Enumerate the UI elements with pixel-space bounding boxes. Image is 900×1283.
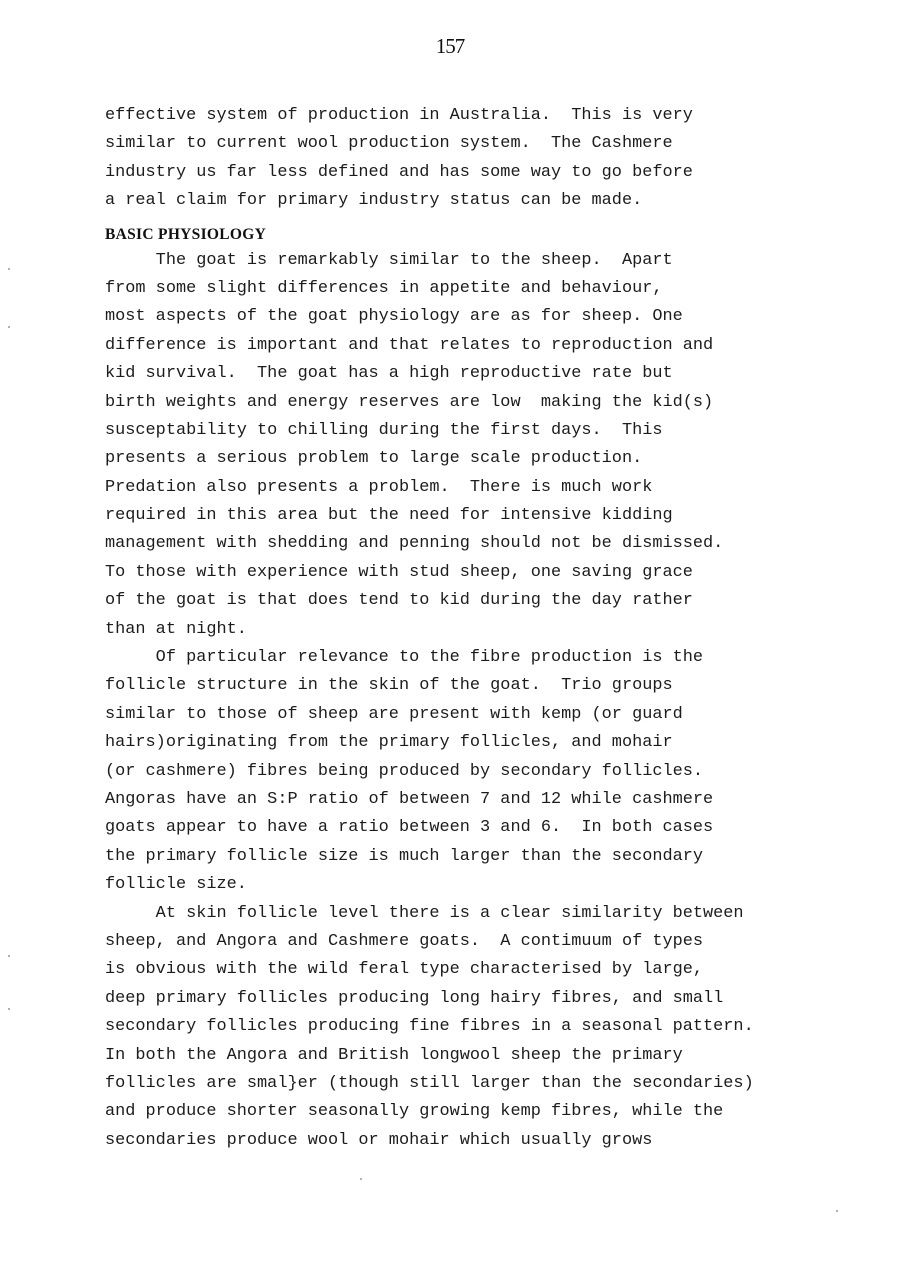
scan-speck xyxy=(836,1210,838,1212)
text-line: hairs)originating from the primary follicles, and mohair xyxy=(105,733,673,753)
text-line: the primary follicle size is much larger than the secondary xyxy=(105,846,704,866)
text-line: required in this area but the need for intensive kidding xyxy=(105,506,673,526)
text-line: (or cashmere) fibres being produced by secondary follicles. xyxy=(105,761,704,781)
text-line: goats appear to have a ratio between 3 and 6. In both cases xyxy=(105,818,714,838)
text-line: presents a serious problem to large scale production. xyxy=(105,449,643,469)
text-line: At skin follicle level there is a clear similarity between xyxy=(105,903,744,923)
paragraph-follicle-structure xyxy=(105,644,865,900)
text-line: sheep, and Angora and Cashmere goats. A contimuum of types xyxy=(105,931,704,951)
scan-speck xyxy=(8,1008,10,1010)
text-line: kid survival. The goat has a high reproductive rate but xyxy=(105,364,673,384)
page-number: 157 xyxy=(435,34,465,58)
text-line: Predation also presents a problem. There is much work xyxy=(105,477,653,497)
scan-speck xyxy=(8,326,10,328)
text-line: follicle size. xyxy=(105,875,247,895)
body-text xyxy=(105,102,865,1155)
text-line: Angoras have an S:P ratio of between 7 and 12 while cashmere xyxy=(105,789,714,809)
text-line: from some slight differences in appetite and behaviour, xyxy=(105,278,663,298)
text-line: than at night. xyxy=(105,619,247,639)
text-line: is obvious with the wild feral type characterised by large, xyxy=(105,960,704,980)
text-line: follicles are smal}er (though still larger than the secondaries) xyxy=(105,1073,754,1093)
scan-speck xyxy=(8,955,10,957)
text-line: industry us far less defined and has some way to go before xyxy=(105,162,693,182)
section-heading: BASIC PHYSIOLOGY xyxy=(105,225,267,243)
paragraph-intro xyxy=(105,102,865,216)
text-line: most aspects of the goat physiology are as for sheep. One xyxy=(105,307,683,327)
text-line: Of particular relevance to the fibre production is the xyxy=(105,648,704,668)
paragraph-goat-physiology xyxy=(105,247,865,644)
text-line: similar to current wool production system. The Cashmere xyxy=(105,134,673,154)
text-line: secondaries produce wool or mohair which usually grows xyxy=(105,1130,653,1150)
text-line: and produce shorter seasonally growing kemp fibres, while the xyxy=(105,1102,724,1122)
text-line: effective system of production in Australia. This is very xyxy=(105,106,693,125)
text-line: follicle structure in the skin of the goat. Trio groups xyxy=(105,676,673,696)
text-line: a real claim for primary industry status can be made. xyxy=(105,191,643,211)
text-line: secondary follicles producing fine fibres in a seasonal pattern. xyxy=(105,1017,754,1037)
paragraph-skin-follicle-level xyxy=(105,900,865,1156)
scan-speck xyxy=(8,268,10,270)
text-line: difference is important and that relates to reproduction and xyxy=(105,335,714,355)
text-line: of the goat is that does tend to kid during the day rather xyxy=(105,591,693,611)
text-line: In both the Angora and British longwool sheep the primary xyxy=(105,1045,683,1065)
text-line: management with shedding and penning should not be dismissed. xyxy=(105,534,724,554)
text-line: similar to those of sheep are present with kemp (or guard xyxy=(105,704,683,724)
scan-speck xyxy=(360,1178,362,1180)
text-line: birth weights and energy reserves are low making the kid(s) xyxy=(105,392,714,412)
text-line: The goat is remarkably similar to the sheep. Apart xyxy=(105,250,673,270)
text-line: To those with experience with stud sheep, one saving grace xyxy=(105,562,693,582)
text-line: susceptability to chilling during the first days. This xyxy=(105,420,663,440)
text-line: deep primary follicles producing long hairy fibres, and small xyxy=(105,988,724,1008)
